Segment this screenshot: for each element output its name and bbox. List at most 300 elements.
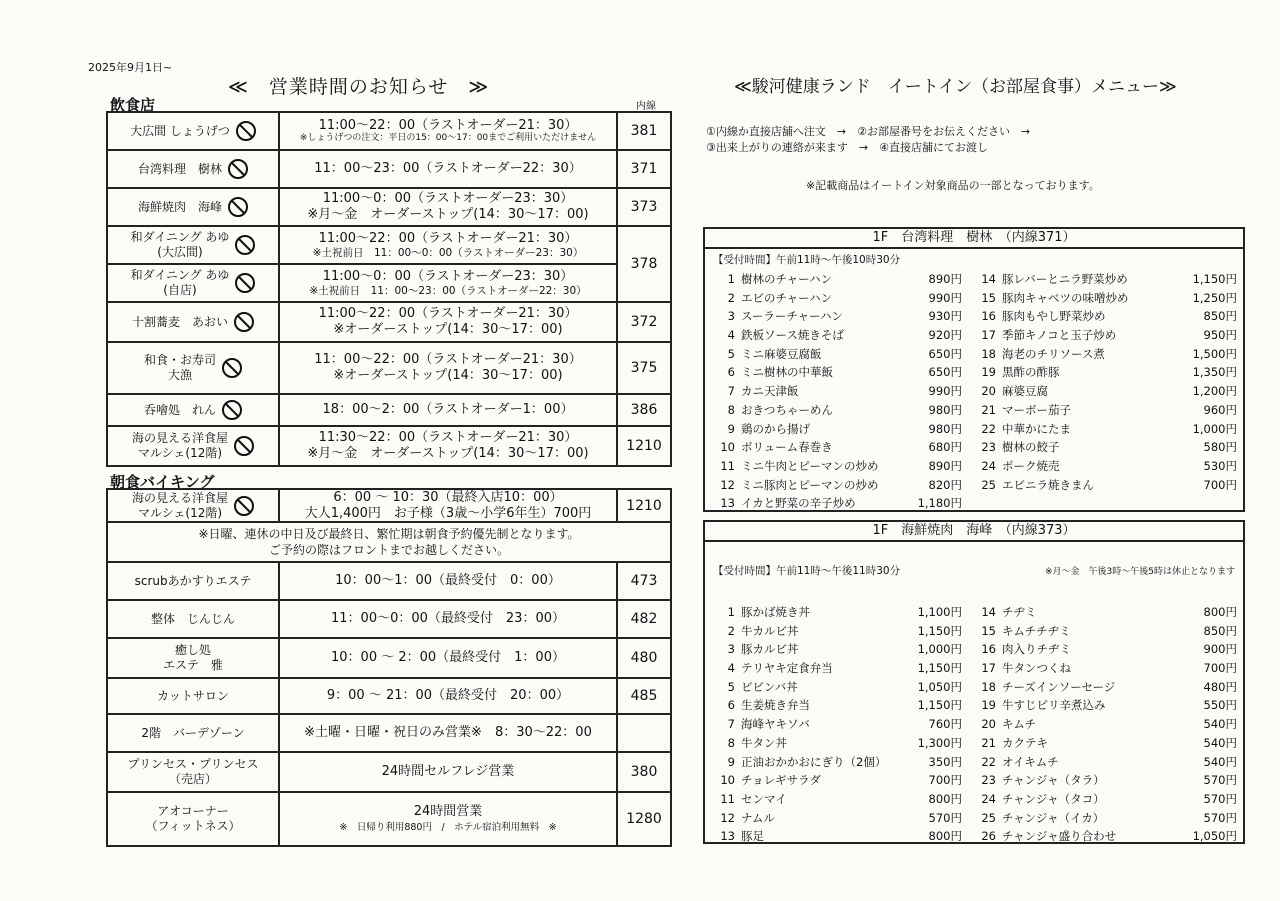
- service-name-2: エステ 雅: [163, 658, 223, 673]
- table-row: [107, 522, 671, 562]
- menu-hours: 【受付時間】午前11時～午後11時30分: [713, 565, 901, 577]
- menu-item: [715, 326, 976, 345]
- menu-kaiho: [703, 520, 1245, 844]
- menu-item-name: テリヤキ定食弁当: [741, 661, 833, 676]
- menu-item-number: 2: [727, 623, 735, 638]
- menu-item: [715, 809, 976, 828]
- service-name: カットサロン: [107, 678, 279, 714]
- menu-item-name: カクテキ: [1002, 735, 1048, 750]
- menu-item-number: 12: [720, 810, 735, 825]
- shop-hours: 6：00 ～ 10：30（最終入店10：00）: [333, 490, 563, 505]
- menu-item-number: 25: [981, 477, 996, 492]
- menu-item-price: 700円: [928, 773, 962, 788]
- menu-hours: 【受付時間】午前11時～午後10時30分: [713, 254, 901, 266]
- hours-notice-title: ≪ 営業時間のお知らせ ≫: [228, 76, 490, 98]
- shop-hours-note: ※しょうげつの注文：平日の15：00～17：00までご利用いただけません: [299, 133, 597, 144]
- menu-item-price: 580円: [1203, 440, 1237, 455]
- menu-item-price: 540円: [1203, 735, 1237, 750]
- menu-item-number: 10: [720, 440, 735, 455]
- menu-item-name: 豚かば焼き丼: [741, 605, 810, 619]
- menu-item-number: 3: [727, 642, 735, 657]
- menu-item-name: カニ天津飯: [741, 384, 799, 399]
- shop-name: 和食・お寿司: [143, 353, 216, 367]
- menu-item-name: ビビンバ丼: [741, 679, 798, 694]
- menu-item: [976, 420, 1237, 439]
- shop-hours: 11:00～22：00（ラストオーダー21：30）: [318, 230, 578, 246]
- menu-item-number: 14: [981, 272, 996, 286]
- menu-item-price: 920円: [928, 328, 962, 343]
- menu-item: [715, 715, 976, 734]
- menu-item-number: 4: [727, 328, 735, 343]
- table-row: [107, 489, 671, 522]
- menu-item: [976, 659, 1237, 678]
- extension-number: 378: [617, 226, 671, 302]
- service-hours: 24時間営業: [413, 803, 483, 819]
- menu-item-name: 豚肉もやし野菜炒め: [1002, 309, 1106, 324]
- menu-item-price: 800円: [928, 829, 962, 844]
- menu-item: [715, 270, 976, 289]
- menu-item: [976, 326, 1237, 345]
- service-hours: 24時間セルフレジ営業: [279, 752, 617, 792]
- menu-item-price: 570円: [1203, 791, 1237, 806]
- menu-item-price: 530円: [1203, 458, 1237, 473]
- menu-item-number: 4: [727, 661, 735, 676]
- menu-item: [976, 809, 1237, 828]
- menu-item-number: 6: [727, 365, 735, 380]
- menu-item-price: 1,000円: [1192, 421, 1237, 436]
- menu-item-price: 570円: [928, 810, 962, 825]
- menu-item-number: 17: [981, 328, 996, 343]
- extension-number: 482: [617, 600, 671, 638]
- table-row: [107, 150, 671, 188]
- menu-item: [976, 382, 1237, 401]
- menu-item-number: 20: [981, 384, 996, 399]
- menu-item-price: 820円: [928, 477, 962, 492]
- menu-item-number: 20: [981, 717, 996, 732]
- menu-item: [715, 734, 976, 753]
- menu-item-name: 樹林のチャーハン: [741, 272, 833, 286]
- menu-item-name: キムチ: [1002, 717, 1037, 732]
- service-hours: 10：00 ～ 2：00（最終受付 1：00）: [279, 638, 617, 678]
- menu-item-number: 14: [981, 605, 996, 619]
- menu-item-name: 豚レバーとニラ野菜炒め: [1002, 272, 1128, 286]
- menu-item-name: スーラーチャーハン: [741, 309, 844, 324]
- menu-item: [976, 438, 1237, 457]
- menu-item: [976, 307, 1237, 326]
- menu-item-name: 豚足: [741, 829, 764, 844]
- menu-item-name: マーボー茄子: [1002, 402, 1071, 417]
- shop-hours: 11:00～22：00（ラストオーダー21：30）: [318, 117, 578, 133]
- menu-item-price: 540円: [1203, 754, 1237, 769]
- menu-item-number: 5: [727, 679, 735, 694]
- menu-item: [715, 382, 976, 401]
- menu-item-name: センマイ: [741, 791, 787, 806]
- menu-item-name: 鶏のから揚げ: [741, 421, 810, 436]
- menu-item-name: エビのチャーハン: [741, 290, 833, 305]
- menu-item-name: オイキムチ: [1002, 754, 1059, 769]
- menu-item-name: おきつちゃーめん: [741, 402, 833, 417]
- menu-item-number: 26: [981, 829, 996, 844]
- menu-item-price: 1,150円: [1192, 272, 1237, 286]
- menu-item: [715, 678, 976, 697]
- menu-item-name: 牛タン丼: [741, 735, 787, 750]
- shop-hours-note: ※オーダーストップ(14：30～17：00): [333, 322, 563, 337]
- extension-number: 373: [617, 188, 671, 226]
- menu-item: [976, 345, 1237, 364]
- no-smoking-icon: [236, 121, 256, 141]
- shop-name: 海の見える洋食屋: [131, 490, 228, 505]
- shop-hours-note: ※月～金 オーダーストップ(14：30～17：00): [307, 446, 589, 461]
- menu-item-name: ミニ牛肉とピーマンの炒め: [741, 458, 879, 473]
- menu-item-name: チャンジャ（タラ）: [1002, 773, 1105, 788]
- restaurant-hours-table: [106, 111, 672, 467]
- extension-number: 1210: [617, 426, 671, 466]
- extension-number: [617, 714, 671, 752]
- shop-location: (大広間): [157, 245, 203, 259]
- no-smoking-icon: [234, 436, 254, 456]
- menu-item-price: 890円: [928, 272, 962, 286]
- menu-item-number: 13: [720, 496, 735, 511]
- menu-item-name: 季節キノコと玉子炒め: [1002, 328, 1117, 343]
- menu-item-price: 1,100円: [917, 605, 962, 619]
- menu-item-name: 豚肉キャベツの味噌炒め: [1002, 290, 1129, 305]
- table-row: [107, 600, 671, 638]
- menu-item-price: 900円: [1203, 642, 1237, 657]
- menu-item-price: 680円: [928, 440, 962, 455]
- menu-item-number: 7: [727, 717, 735, 732]
- shop-hours-note: ※土祝前日 11：00～23：00（ラストオーダー22：30）: [309, 284, 587, 297]
- menu-item: [976, 715, 1237, 734]
- order-step-line: ③出来上がりの連絡が来ます → ④直接店舗にてお渡し: [706, 140, 988, 154]
- service-name: アオコーナー: [157, 804, 229, 819]
- shop-hours: 11:00～0：00（ラストオーダー23：30）: [322, 268, 574, 284]
- menu-item-price: 1,000円: [917, 642, 962, 657]
- menu-item-name: 正油おかかおにぎり（2個）: [741, 754, 887, 769]
- menu-item-name: チャンジャ（イカ）: [1002, 810, 1105, 825]
- menu-item-number: 9: [727, 754, 735, 769]
- menu-item: [715, 401, 976, 420]
- shop-hours-note: ※土祝前日 11：00～0：00（ラストオーダー23：30）: [312, 246, 584, 259]
- menu-item-name: ボリューム春巻き: [741, 440, 833, 455]
- menu-item: [976, 640, 1237, 659]
- menu-item-number: 7: [727, 384, 735, 399]
- menu-item-number: 15: [981, 623, 996, 638]
- shop-name: 海の見える洋食屋: [131, 431, 228, 445]
- menu-item-price: 1,150円: [917, 661, 962, 676]
- menu-column-left: [715, 603, 976, 846]
- menu-item-number: 25: [981, 810, 996, 825]
- menu-item: [976, 401, 1237, 420]
- menu-item-name: 鉄板ソース焼きそば: [741, 328, 844, 343]
- extension-number: 480: [617, 638, 671, 678]
- menu-item-price: 700円: [1203, 661, 1237, 676]
- menu-item-number: 15: [981, 290, 996, 305]
- menu-item-price: 850円: [1203, 623, 1237, 638]
- table-row: [107, 426, 671, 466]
- extension-number: 381: [617, 112, 671, 150]
- service-hours: ※土曜・日曜・祝日のみ営業※ 8：30～22：00: [279, 714, 617, 752]
- menu-item-price: 1,180円: [917, 496, 962, 511]
- menu-item-number: 5: [727, 346, 735, 361]
- menu-item: [715, 696, 976, 715]
- menu-item-price: 1,050円: [1192, 829, 1237, 844]
- menu-item-name: 牛タンつくね: [1002, 661, 1071, 676]
- extension-number: 473: [617, 562, 671, 600]
- shop-location: 大漁: [167, 368, 192, 382]
- menu-item-name: チヂミ: [1002, 605, 1037, 619]
- menu-item-price: 570円: [1203, 773, 1237, 788]
- menu-item-price: 570円: [1203, 810, 1237, 825]
- shop-hours: 11：00～23：00（ラストオーダー22：30）: [314, 161, 582, 177]
- menu-item-name: ミニ樹林の中華飯: [741, 365, 833, 380]
- menu-item-price: 1,200円: [1192, 384, 1237, 399]
- shop-name: 十割蕎麦 あおい: [131, 314, 228, 329]
- table-row: [107, 752, 671, 792]
- menu-column-left: [715, 270, 976, 513]
- menu-item-price: 850円: [1203, 309, 1237, 324]
- order-instructions: [706, 124, 1030, 156]
- menu-item-price: 990円: [928, 290, 962, 305]
- menu-item-name: 樹林の餃子: [1002, 440, 1060, 455]
- menu-item-price: 1,350円: [1192, 365, 1237, 380]
- no-smoking-icon: [228, 197, 248, 217]
- menu-item: [715, 622, 976, 641]
- menu-item-number: 23: [981, 773, 996, 788]
- menu-item-price: 550円: [1203, 698, 1237, 713]
- menu-item-name: ポーク焼売: [1002, 458, 1060, 473]
- service-hours-table: [106, 488, 672, 847]
- menu-item: [976, 696, 1237, 715]
- menu-item-name: イカと野菜の辛子炒め: [741, 496, 856, 511]
- menu-item-price: 1,150円: [917, 623, 962, 638]
- menu-item-price: 700円: [1203, 477, 1237, 492]
- menu-item-number: 16: [981, 642, 996, 657]
- menu-item-price: 1,500円: [1192, 346, 1237, 361]
- shop-hours: 11:30～22：00（ラストオーダー21：30）: [318, 430, 578, 446]
- menu-item: [976, 622, 1237, 641]
- breakfast-notice-2: ご予約の際はフロントまでお越しください。: [268, 543, 509, 558]
- menu-column-right: [976, 603, 1237, 846]
- breakfast-heading: 朝食バイキング: [110, 473, 215, 491]
- menu-item-number: 23: [981, 440, 996, 455]
- menu-item-name: 麻婆豆腐: [1002, 384, 1048, 399]
- menu-item: [715, 289, 976, 308]
- menu-item-name: エビニラ焼きまん: [1002, 477, 1094, 492]
- menu-item-number: 17: [981, 661, 996, 676]
- menu-item-number: 11: [720, 791, 735, 806]
- menu-item-number: 16: [981, 309, 996, 324]
- menu-item-number: 21: [981, 402, 996, 417]
- menu-item: [715, 438, 976, 457]
- shop-hours-note: ※月～金 オーダーストップ(14：30～17：00): [307, 207, 589, 222]
- menu-item: [715, 659, 976, 678]
- menu-item-name: 海老のチリソース煮: [1002, 346, 1105, 361]
- menu-item-price: 980円: [928, 402, 962, 417]
- menu-item-number: 1: [727, 272, 735, 286]
- breakfast-notice: ※日曜、連休の中日及び最終日、繁忙期は朝食予約優先制となります。: [198, 527, 580, 541]
- table-row: [107, 792, 671, 846]
- menu-item: [976, 457, 1237, 476]
- extension-number: 1210: [617, 489, 671, 522]
- menu-item-price: 930円: [928, 309, 962, 324]
- no-smoking-icon: [228, 159, 248, 179]
- extension-number: 1280: [617, 792, 671, 846]
- menu-item-price: 980円: [928, 421, 962, 436]
- extension-number: 371: [617, 150, 671, 188]
- menu-item: [715, 457, 976, 476]
- service-hours: 9：00 ～ 21：00（最終受付 20：00）: [279, 678, 617, 714]
- table-row: [107, 394, 671, 426]
- table-row: [107, 302, 671, 342]
- extension-number: 372: [617, 302, 671, 342]
- menu-item: [715, 307, 976, 326]
- menu-item: [715, 827, 976, 846]
- shop-location: マルシェ(12階): [137, 505, 223, 520]
- menu-item-number: 21: [981, 735, 996, 750]
- no-smoking-icon: [235, 235, 255, 255]
- table-row: [107, 112, 671, 150]
- menu-item: [976, 753, 1237, 772]
- service-name-2: （フィットネス）: [145, 819, 241, 834]
- service-name-2: （売店）: [168, 772, 217, 787]
- menu-item-price: 990円: [928, 384, 962, 399]
- menu-item: [976, 771, 1237, 790]
- menu-item: [976, 363, 1237, 382]
- menu-item-number: 1: [727, 605, 735, 619]
- menu-item-number: 13: [720, 829, 735, 844]
- menu-item-price: 1,050円: [917, 679, 962, 694]
- menu-item: [976, 790, 1237, 809]
- service-hours-note: ※ 日帰り利用880円 / ホテル宿泊利用無料 ※: [339, 822, 557, 834]
- shop-hours: 11:00～22：00（ラストオーダー21：30）: [318, 306, 578, 322]
- menu-item: [715, 420, 976, 439]
- extension-heading: 内線: [636, 101, 656, 112]
- menu-item-number: 10: [720, 773, 735, 788]
- menu-item-name: 牛カルビ丼: [741, 623, 799, 638]
- menu-item-number: 3: [727, 309, 735, 324]
- menu-item-price: 650円: [928, 346, 962, 361]
- menu-item-number: 2: [727, 290, 735, 305]
- service-name: 整体 じんじん: [107, 600, 279, 638]
- shop-location: マルシェ(12階): [137, 446, 223, 460]
- no-smoking-icon: [235, 273, 255, 293]
- menu-item-name: 黒酢の酢豚: [1002, 365, 1060, 380]
- shop-name: 台湾料理 樹林: [137, 161, 222, 176]
- menu-item-number: 19: [981, 698, 996, 713]
- menu-item-name: ミニ豚肉とピーマンの炒め: [741, 477, 879, 492]
- menu-item-number: 8: [727, 402, 735, 417]
- extension-number: 485: [617, 678, 671, 714]
- menu-item: [976, 678, 1237, 697]
- table-row: [107, 188, 671, 226]
- shop-hours: 11：00～22：00（ラストオーダー21：30）: [314, 352, 582, 368]
- menu-item-name: 肉入りチヂミ: [1002, 642, 1071, 657]
- table-row: [107, 678, 671, 714]
- menu-header: 1F 台湾料理 樹林 （内線371）: [705, 229, 1243, 249]
- menu-item-number: 18: [981, 679, 996, 694]
- extension-number: 375: [617, 342, 671, 394]
- menu-item-price: 760円: [928, 717, 962, 732]
- menu-item-name: 生姜焼き弁当: [741, 698, 810, 713]
- menu-item-name: チョレギサラダ: [741, 773, 822, 788]
- table-row: [107, 562, 671, 600]
- menu-item-name: 中華かにたま: [1002, 421, 1071, 436]
- menu-item-name: チーズインソーセージ: [1002, 679, 1116, 694]
- no-smoking-icon: [234, 312, 254, 332]
- table-row: [107, 638, 671, 678]
- menu-item-number: 6: [727, 698, 735, 713]
- menu-item-name: 牛すじピリ辛煮込み: [1002, 698, 1106, 713]
- menu-column-right: [976, 270, 1237, 513]
- service-name: 癒し処: [174, 643, 211, 658]
- shop-hours-note: ※オーダーストップ(14：30～17：00): [333, 368, 563, 383]
- service-hours: 11：00～0：00（最終受付 23：00）: [279, 600, 617, 638]
- shop-name: 和ダイニング あゆ: [130, 268, 230, 282]
- menu-item-name: キムチチヂミ: [1002, 623, 1071, 638]
- menu-item-number: 24: [981, 458, 996, 473]
- menu-item: [715, 603, 976, 622]
- menu-item-price: 480円: [1203, 679, 1237, 694]
- shop-hours: 11:00～0：00（ラストオーダー23：30）: [322, 191, 574, 207]
- menu-item: [715, 345, 976, 364]
- service-name: scrubあかすりエステ: [107, 562, 279, 600]
- restaurants-heading: 飲食店: [110, 96, 156, 114]
- table-row: [107, 342, 671, 394]
- shop-hours: 18：00～2：00（ラストオーダー1：00）: [322, 402, 574, 418]
- menu-item-name: 海峰ヤキソバ: [741, 717, 810, 732]
- menu-item-name: チャンジャ（タコ）: [1002, 791, 1105, 806]
- issue-date: 2025年9月1日~: [88, 61, 173, 74]
- menu-item-name: チャンジャ盛り合わせ: [1002, 829, 1117, 844]
- menu-item-number: 11: [720, 458, 735, 473]
- menu-item-number: 19: [981, 365, 996, 380]
- menu-item-price: 800円: [928, 791, 962, 806]
- menu-item-number: 22: [981, 754, 996, 769]
- menu-item: [715, 640, 976, 659]
- menu-item-price: 540円: [1203, 717, 1237, 732]
- menu-item-number: 24: [981, 791, 996, 806]
- menu-item: [715, 771, 976, 790]
- menu-item: [715, 753, 976, 772]
- no-smoking-icon: [234, 496, 254, 516]
- menu-item-number: 22: [981, 421, 996, 436]
- shop-name: 海鮮焼肉 海峰: [137, 199, 222, 214]
- service-hours: 10：00～1：00（最終受付 0：00）: [279, 562, 617, 600]
- menu-hours-note: ※月～金 午後3時～午後5時は休止となります: [1045, 567, 1235, 577]
- extension-number: 380: [617, 752, 671, 792]
- menu-item-number: 9: [727, 421, 735, 436]
- menu-item: [715, 476, 976, 495]
- menu-item: [976, 270, 1237, 289]
- menu-item-price: 890円: [928, 458, 962, 473]
- menu-item-name: ミニ麻婆豆腐飯: [741, 346, 822, 361]
- menu-item-name: 豚カルビ丼: [741, 642, 799, 657]
- menu-item: [976, 476, 1237, 495]
- no-smoking-icon: [222, 358, 242, 378]
- menu-item-price: 650円: [928, 365, 962, 380]
- menu-item: [976, 734, 1237, 753]
- menu-item-price: 1,250円: [1192, 290, 1237, 305]
- shop-name: 呑噲処 れん: [143, 402, 216, 417]
- menu-item: [715, 790, 976, 809]
- menu-header: 1F 海鮮焼肉 海峰 （内線373）: [705, 522, 1243, 542]
- menu-item-price: 1,300円: [917, 735, 962, 750]
- menu-item-number: 12: [720, 477, 735, 492]
- menu-jurin: [703, 227, 1245, 512]
- menu-item: [976, 827, 1237, 846]
- table-row: [107, 714, 671, 752]
- menu-title: ≪駿河健康ランド イートイン（お部屋食事）メニュー≫: [734, 77, 1177, 97]
